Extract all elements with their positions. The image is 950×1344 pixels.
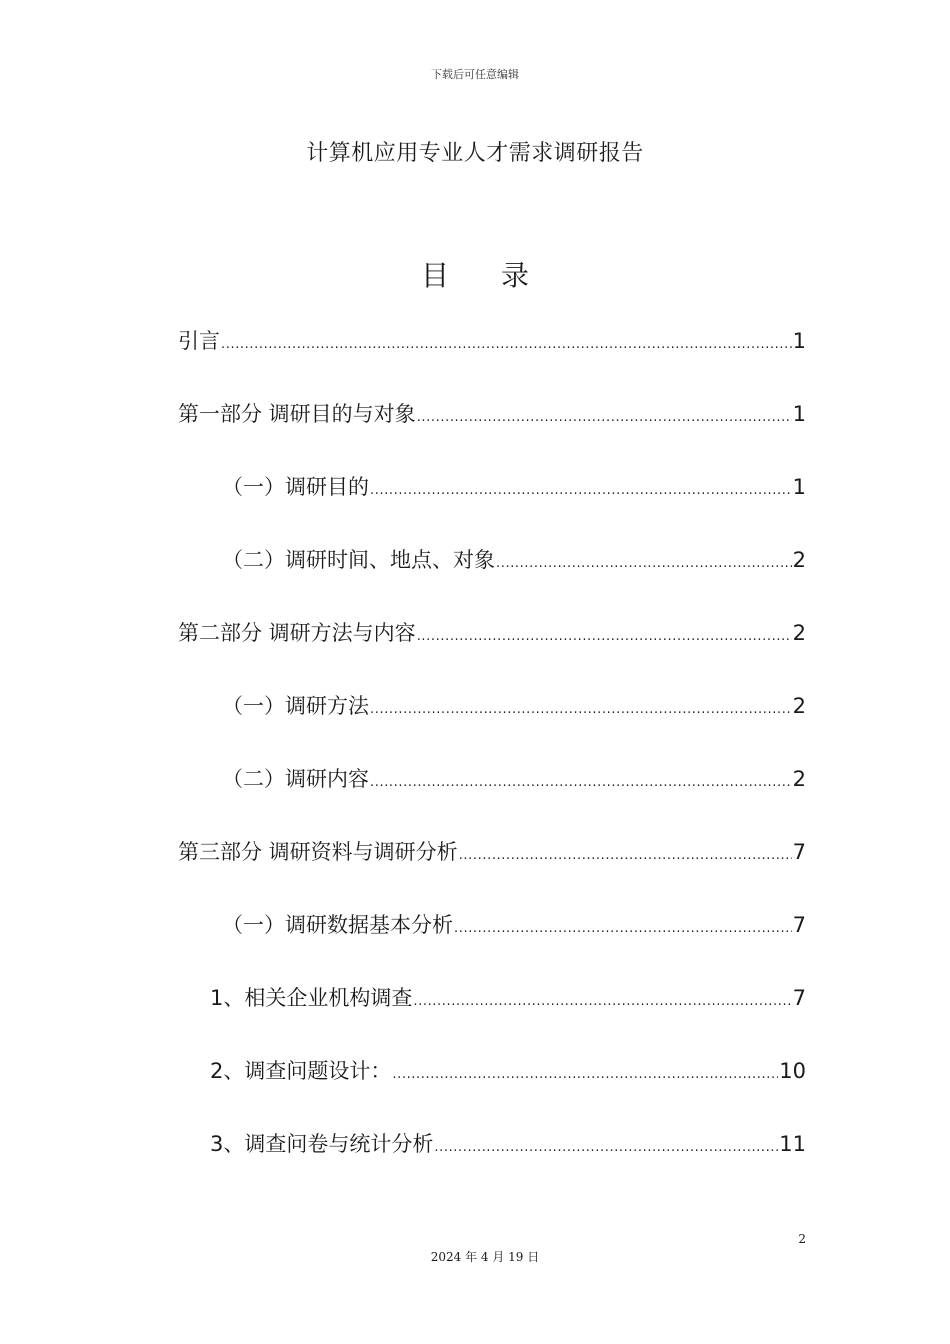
toc-dot-leader [370,699,792,721]
toc-dot-leader [454,918,792,940]
toc-entry-page: 1 [792,329,806,353]
toc-entry-time-place-object[interactable] [222,545,806,575]
toc-entry-label: （一）调研目的 [222,475,369,499]
toc-entry-page: 7 [792,840,806,864]
page-number: 2 [798,1232,806,1246]
toc-entry-page: 1 [792,475,806,499]
toc-dot-leader [370,480,792,502]
toc-dot-leader [459,845,792,867]
toc-entry-page: 2 [792,621,806,645]
toc-entry-label: 第二部分 调研方法与内容 [178,621,416,645]
toc-entry-data-analysis[interactable] [222,910,806,940]
toc-entry-label: 引言 [178,329,220,353]
toc-dot-leader [413,991,791,1013]
toc-entry-page: 2 [792,694,806,718]
toc-heading: 目录 [420,259,581,292]
footer-date: 2024 年 4 月 19 日 [430,1250,540,1264]
toc-dot-leader [221,334,792,356]
toc-entry-questionnaire-statistics[interactable] [210,1129,806,1159]
toc-dot-leader [496,553,792,575]
toc-dot-leader [392,1064,778,1086]
toc-entry-method[interactable] [222,691,806,721]
toc-entry-page: 2 [792,767,806,791]
toc-dot-leader [417,407,792,429]
toc-entry-label: 2、调查问题设计： [210,1059,392,1083]
toc-entry-part-two[interactable] [178,618,806,648]
toc-entry-page: 11 [779,1132,806,1156]
toc-entry-page: 1 [792,402,806,426]
toc-entry-label: 3、调查问卷与统计分析 [210,1132,434,1156]
header-note: 下载后可任意编辑 [431,68,519,81]
toc-entry-part-one[interactable] [178,399,806,429]
toc-entry-label: 1、相关企业机构调查 [210,986,413,1010]
toc-entry-page: 7 [792,913,806,937]
toc-dot-leader [370,772,792,794]
toc-entry-content[interactable] [222,764,806,794]
toc-entry-label: （二）调研时间、地点、对象 [222,548,495,572]
document-title: 计算机应用专业人才需求调研报告 [306,141,644,166]
toc-dot-leader [417,626,792,648]
toc-entry-question-design[interactable] [210,1056,806,1086]
toc-entry-label: （一）调研数据基本分析 [222,913,453,937]
toc-dot-leader [434,1137,778,1159]
toc-entry-enterprise-survey[interactable] [210,983,806,1013]
toc-entry-label: （二）调研内容 [222,767,369,791]
toc-entry-label: 第一部分 调研目的与对象 [178,402,416,426]
toc-entry-part-three[interactable] [178,837,806,867]
toc-entry-page: 10 [779,1059,806,1083]
toc-entry-label: 第三部分 调研资料与调研分析 [178,840,458,864]
toc-entry-page: 2 [792,548,806,572]
toc-entry-introduction[interactable] [178,326,806,356]
toc-entry-purpose[interactable] [222,472,806,502]
toc-entry-page: 7 [792,986,806,1010]
toc-entry-label: （一）调研方法 [222,694,369,718]
